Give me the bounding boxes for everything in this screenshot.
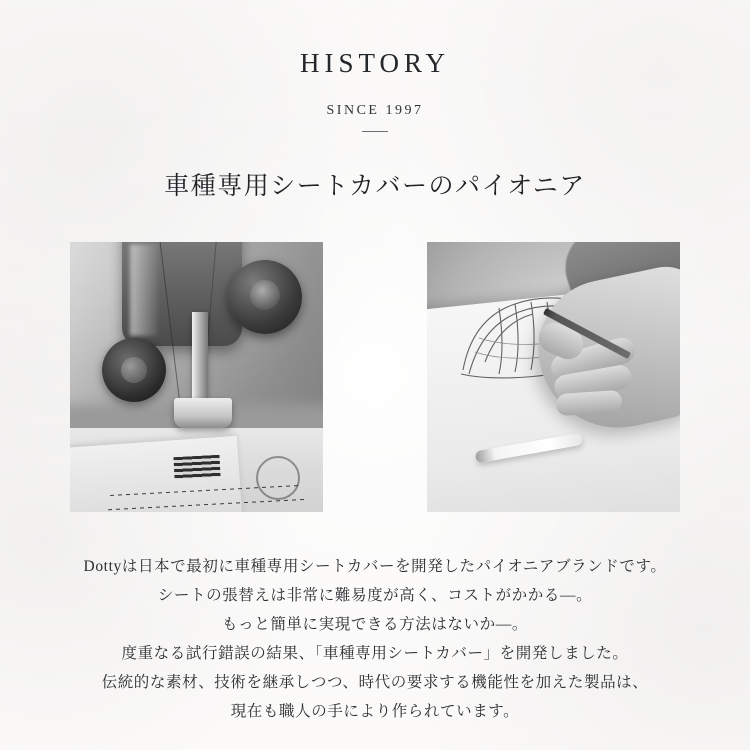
caption-line: 度重なる試行錯誤の結果、「車種専用シートカバー」を開発しました。	[121, 645, 629, 662]
presser-foot	[174, 398, 232, 428]
stitched-sample	[173, 455, 220, 479]
subtitle-japanese: 車種専用シートカバーのパイオニア	[164, 173, 586, 200]
caption-line: 現在も職人の手により作られています。	[230, 703, 520, 720]
caption-line: 伝統的な素材、技術を継承しつつ、時代の要求する機能性を加えた製品は、	[101, 674, 649, 691]
hand-wheel	[102, 338, 166, 402]
hand-sketching-photo	[427, 242, 680, 512]
caption-line: シートの張替えは非常に難易度が高く、コストがかかる―。	[157, 587, 593, 604]
sewing-machine-photo	[70, 242, 323, 512]
caption-line: もっと簡単に実現できる方法はないか―。	[222, 616, 528, 633]
caption-line: Dottyは日本で最初に車種専用シートカバーを開発したパイオニアブランドです。	[83, 558, 667, 575]
photo-gallery	[70, 242, 680, 512]
tension-dial	[228, 260, 302, 334]
page-title: HISTORY	[299, 48, 451, 78]
divider-rule	[362, 131, 388, 132]
machine-arm-highlight	[130, 244, 158, 336]
needle-bar	[192, 312, 208, 404]
thread-ring	[256, 456, 300, 500]
finger	[555, 390, 622, 417]
since-label: SINCE 1997	[326, 103, 424, 118]
history-caption	[84, 552, 667, 726]
section-header	[0, 0, 750, 202]
